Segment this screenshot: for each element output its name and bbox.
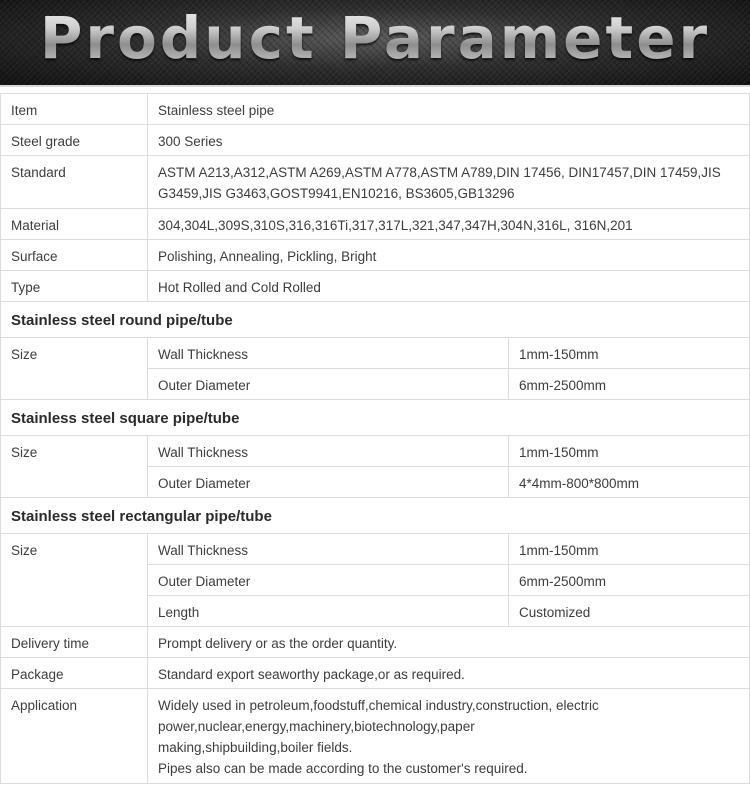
steel-grade-label: Steel grade xyxy=(1,125,148,156)
application-line-4: Pipes also can be made according to the customer's required. xyxy=(158,761,528,776)
square-wall-value: 1mm-150mm xyxy=(509,436,750,467)
application-line-2: power,nuclear,energy,machinery,biotechnology,paper xyxy=(158,719,475,734)
section-round xyxy=(1,302,750,338)
round-od-label: Outer Diameter xyxy=(148,369,509,400)
square-wall-row xyxy=(1,436,750,467)
page-title: Product Parameter xyxy=(0,4,750,72)
standard-label: Standard xyxy=(1,156,148,209)
steel-grade-value: 300 Series xyxy=(148,125,750,156)
round-section-title: Stainless steel round pipe/tube xyxy=(1,302,750,338)
parameter-table xyxy=(0,93,750,784)
application-label: Application xyxy=(1,689,148,784)
rect-od-label: Outer Diameter xyxy=(148,565,509,596)
delivery-label: Delivery time xyxy=(1,627,148,658)
row-steel-grade xyxy=(1,125,750,156)
material-value: 304,304L,309S,310S,316,316Ti,317,317L,321,347,347H,304N,316L, 316N,201 xyxy=(148,209,750,240)
header-banner xyxy=(0,0,750,87)
row-surface xyxy=(1,240,750,271)
material-label: Material xyxy=(1,209,148,240)
row-delivery-time xyxy=(1,627,750,658)
round-wall-value: 1mm-150mm xyxy=(509,338,750,369)
row-material xyxy=(1,209,750,240)
row-package xyxy=(1,658,750,689)
package-label: Package xyxy=(1,658,148,689)
round-wall-row xyxy=(1,338,750,369)
rect-length-value: Customized xyxy=(509,596,750,627)
round-od-value: 6mm-2500mm xyxy=(509,369,750,400)
application-line-1: Widely used in petroleum,foodstuff,chemical industry,construction, electric xyxy=(158,698,599,713)
rect-section-title: Stainless steel rectangular pipe/tube xyxy=(1,498,750,534)
rect-od-value: 6mm-2500mm xyxy=(509,565,750,596)
type-label: Type xyxy=(1,271,148,302)
row-item xyxy=(1,94,750,125)
standard-value: ASTM A213,A312,ASTM A269,ASTM A778,ASTM A789,DIN 17456, DIN17457,DIN 17459,JIS G3459,JIS G3463,GOST9941,EN10216, BS3605,GB13296 xyxy=(148,156,750,209)
delivery-value: Prompt delivery or as the order quantity. xyxy=(148,627,750,658)
item-label: Item xyxy=(1,94,148,125)
square-od-label: Outer Diameter xyxy=(148,467,509,498)
row-application xyxy=(1,689,750,784)
surface-label: Surface xyxy=(1,240,148,271)
square-section-title: Stainless steel square pipe/tube xyxy=(1,400,750,436)
application-value xyxy=(148,689,750,784)
square-size-label: Size xyxy=(1,436,148,498)
rect-size-label: Size xyxy=(1,534,148,627)
round-size-label: Size xyxy=(1,338,148,400)
application-line-3: making,shipbuilding,boiler fields. xyxy=(158,740,353,755)
row-standard xyxy=(1,156,750,209)
package-value: Standard export seaworthy package,or as required. xyxy=(148,658,750,689)
round-wall-label: Wall Thickness xyxy=(148,338,509,369)
section-rectangular xyxy=(1,498,750,534)
square-wall-label: Wall Thickness xyxy=(148,436,509,467)
surface-value: Polishing, Annealing, Pickling, Bright xyxy=(148,240,750,271)
square-od-value: 4*4mm-800*800mm xyxy=(509,467,750,498)
section-square xyxy=(1,400,750,436)
item-value: Stainless steel pipe xyxy=(148,94,750,125)
row-type xyxy=(1,271,750,302)
rect-wall-label: Wall Thickness xyxy=(148,534,509,565)
rect-wall-value: 1mm-150mm xyxy=(509,534,750,565)
rect-length-label: Length xyxy=(148,596,509,627)
type-value: Hot Rolled and Cold Rolled xyxy=(148,271,750,302)
rect-wall-row xyxy=(1,534,750,565)
